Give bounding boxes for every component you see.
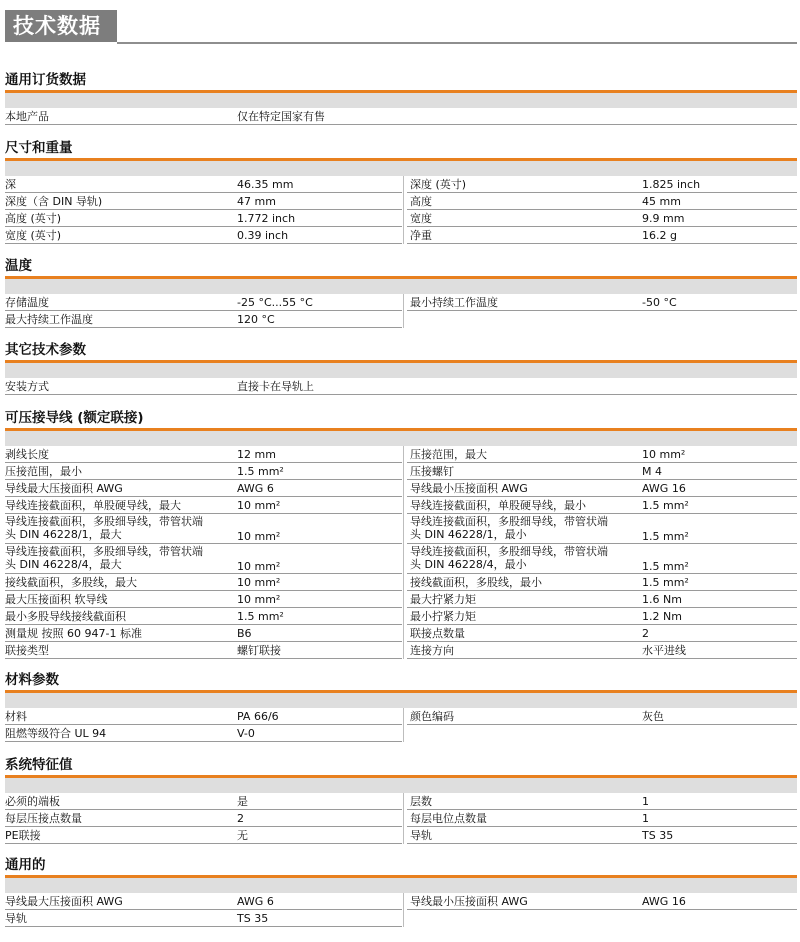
section-title: 其它技术参数 xyxy=(5,342,86,358)
table-row xyxy=(0,480,800,497)
left-value: 1.5 mm² xyxy=(237,465,284,478)
left-label: 剥线长度 xyxy=(5,448,49,461)
section-band xyxy=(5,160,797,176)
section-rule xyxy=(5,158,797,161)
left-value: 10 mm² xyxy=(237,560,281,573)
left-label: 压接范围，最小 xyxy=(5,465,82,478)
row-divider xyxy=(407,243,797,244)
column-separator xyxy=(403,827,404,844)
table-row xyxy=(0,514,800,544)
left-value: 直接卡在导轨上 xyxy=(237,380,314,393)
right-value: 2 xyxy=(642,627,649,640)
spec-section xyxy=(0,70,800,125)
section-title: 材料参数 xyxy=(5,672,59,688)
left-value: 12 mm xyxy=(237,448,276,461)
right-value: 45 mm xyxy=(642,195,681,208)
left-value: AWG 6 xyxy=(237,895,274,908)
left-value: 1.772 inch xyxy=(237,212,296,225)
section-title: 通用的 xyxy=(5,857,46,873)
left-value: AWG 6 xyxy=(237,482,274,495)
right-label: 导轨 xyxy=(410,829,432,842)
table-row xyxy=(0,446,800,463)
column-separator xyxy=(403,910,404,927)
right-label: 压接螺钉 xyxy=(410,465,454,478)
column-separator xyxy=(403,544,404,574)
table-row xyxy=(0,910,800,927)
left-label: 接线截面积，多股线，最大 xyxy=(5,576,137,589)
section-header xyxy=(0,755,800,777)
right-value: AWG 16 xyxy=(642,895,686,908)
table-row xyxy=(0,294,800,311)
column-separator xyxy=(403,294,404,311)
row-divider xyxy=(5,124,797,125)
right-label: 层数 xyxy=(410,795,432,808)
right-value: 水平进线 xyxy=(642,644,686,657)
row-divider xyxy=(5,741,402,742)
section-title: 系统特征值 xyxy=(5,757,73,773)
left-label: 深度（含 DIN 导轨) xyxy=(5,195,103,208)
left-label: 导线连接截面积，多股细导线，带管状端 头 DIN 46228/4，最大 xyxy=(5,545,203,571)
right-label: 接线截面积，多股线，最小 xyxy=(410,576,542,589)
table-row xyxy=(0,827,800,844)
right-value: 1.6 Nm xyxy=(642,593,682,606)
table-row xyxy=(0,108,800,125)
right-label: 最小持续工作温度 xyxy=(410,296,498,309)
left-value: 1.5 mm² xyxy=(237,610,284,623)
left-label: 导线最大压接面积 AWG xyxy=(5,482,123,495)
right-label: 深度 (英寸) xyxy=(410,178,467,191)
column-separator xyxy=(403,810,404,827)
row-divider xyxy=(5,327,402,328)
section-header xyxy=(0,138,800,160)
section-rule xyxy=(5,428,797,431)
table-row xyxy=(0,463,800,480)
column-separator xyxy=(403,227,404,244)
left-label: 深 xyxy=(5,178,16,191)
section-header xyxy=(0,256,800,278)
column-separator xyxy=(403,480,404,497)
right-value: 1.825 inch xyxy=(642,178,701,191)
left-label: 安装方式 xyxy=(5,380,49,393)
left-label: 导线连接截面积，单股硬导线，最大 xyxy=(5,499,181,512)
spec-section xyxy=(0,340,800,395)
section-band xyxy=(5,278,797,294)
left-value: V-0 xyxy=(237,727,255,740)
left-label: 测量规 按照 60 947-1 标准 xyxy=(5,627,142,640)
left-label: 必须的端板 xyxy=(5,795,60,808)
column-separator xyxy=(403,176,404,193)
spec-section xyxy=(0,670,800,742)
section-band xyxy=(5,430,797,446)
table-row xyxy=(0,227,800,244)
column-separator xyxy=(403,625,404,642)
left-label: 最大持续工作温度 xyxy=(5,313,93,326)
table-row xyxy=(0,574,800,591)
right-label: 联接点数量 xyxy=(410,627,465,640)
right-value: AWG 16 xyxy=(642,482,686,495)
section-band xyxy=(5,692,797,708)
row-divider xyxy=(5,843,402,844)
column-separator xyxy=(403,311,404,328)
right-value: 9.9 mm xyxy=(642,212,685,225)
right-label: 导线最小压接面积 AWG xyxy=(410,895,528,908)
table-row xyxy=(0,642,800,659)
right-value: 1.5 mm² xyxy=(642,530,689,543)
table-row xyxy=(0,311,800,328)
left-label: 阻燃等级符合 UL 94 xyxy=(5,727,107,740)
section-title: 尺寸和重量 xyxy=(5,140,73,156)
right-value: 10 mm² xyxy=(642,448,686,461)
spec-section xyxy=(0,138,800,244)
right-label: 净重 xyxy=(410,229,432,242)
section-rule xyxy=(5,360,797,363)
spec-section xyxy=(0,408,800,659)
left-label: 材料 xyxy=(5,710,27,723)
spec-section xyxy=(0,256,800,328)
left-value: TS 35 xyxy=(237,912,269,925)
left-label: 导轨 xyxy=(5,912,27,925)
left-label: 导线最大压接面积 AWG xyxy=(5,895,123,908)
section-title: 通用订货数据 xyxy=(5,72,86,88)
left-label: 最大压接面积 软导线 xyxy=(5,593,108,606)
column-separator xyxy=(403,193,404,210)
left-label: 宽度 (英寸) xyxy=(5,229,62,242)
section-band xyxy=(5,777,797,793)
left-label: 导线连接截面积，多股细导线，带管状端 头 DIN 46228/1，最大 xyxy=(5,515,203,541)
column-separator xyxy=(403,210,404,227)
section-band xyxy=(5,362,797,378)
page-header xyxy=(0,0,800,46)
right-label: 导线连接截面积，多股细导线，带管状端 头 DIN 46228/4，最小 xyxy=(410,545,608,571)
left-label: 联接类型 xyxy=(5,644,49,657)
right-label: 每层电位点数量 xyxy=(410,812,487,825)
right-label: 最大拧紧力矩 xyxy=(410,593,476,606)
left-value: 10 mm² xyxy=(237,530,281,543)
right-label: 连接方向 xyxy=(410,644,454,657)
table-row xyxy=(0,625,800,642)
right-value: TS 35 xyxy=(642,829,674,842)
section-title: 可压接导线 (额定联接) xyxy=(5,410,144,426)
right-label: 最小拧紧力矩 xyxy=(410,610,476,623)
section-header xyxy=(0,855,800,877)
spec-section xyxy=(0,755,800,844)
table-row xyxy=(0,708,800,725)
left-value: 46.35 mm xyxy=(237,178,294,191)
right-value: 灰色 xyxy=(642,710,664,723)
column-separator xyxy=(403,893,404,910)
row-divider xyxy=(5,926,402,927)
column-separator xyxy=(403,708,404,725)
column-separator xyxy=(403,725,404,742)
right-value: 1.5 mm² xyxy=(642,560,689,573)
right-label: 导线最小压接面积 AWG xyxy=(410,482,528,495)
left-value: 120 °C xyxy=(237,313,275,326)
row-divider xyxy=(5,243,402,244)
left-label: 每层压接点数量 xyxy=(5,812,82,825)
table-row xyxy=(0,725,800,742)
right-value: 16.2 g xyxy=(642,229,677,242)
left-value: 10 mm² xyxy=(237,576,281,589)
spec-section xyxy=(0,855,800,927)
right-value: 1 xyxy=(642,812,649,825)
left-value: 无 xyxy=(237,829,248,842)
left-value: 10 mm² xyxy=(237,499,281,512)
column-separator xyxy=(403,497,404,514)
table-row xyxy=(0,608,800,625)
column-separator xyxy=(403,574,404,591)
right-label: 导线连接截面积，多股细导线，带管状端 头 DIN 46228/1，最小 xyxy=(410,515,608,541)
column-separator xyxy=(403,514,404,544)
left-value: B6 xyxy=(237,627,252,640)
column-separator xyxy=(403,608,404,625)
left-value: 47 mm xyxy=(237,195,276,208)
left-label: PE联接 xyxy=(5,829,41,842)
section-band xyxy=(5,877,797,893)
right-value: -50 °C xyxy=(642,296,677,309)
row-divider xyxy=(5,658,402,659)
column-separator xyxy=(403,793,404,810)
right-value: 1.5 mm² xyxy=(642,576,689,589)
table-row xyxy=(0,544,800,574)
table-row xyxy=(0,176,800,193)
right-label: 高度 xyxy=(410,195,432,208)
right-value: 1.5 mm² xyxy=(642,499,689,512)
section-band xyxy=(5,92,797,108)
left-label: 高度 (英寸) xyxy=(5,212,62,225)
section-title: 温度 xyxy=(5,258,32,274)
right-value: 1 xyxy=(642,795,649,808)
right-label: 颜色编码 xyxy=(410,710,454,723)
section-rule xyxy=(5,90,797,93)
right-label: 压接范围，最大 xyxy=(410,448,487,461)
column-separator xyxy=(403,463,404,480)
section-header xyxy=(0,340,800,362)
column-separator xyxy=(403,642,404,659)
section-header xyxy=(0,408,800,430)
page-title: 技术数据 xyxy=(5,10,117,42)
left-label: 本地产品 xyxy=(5,110,49,123)
column-separator xyxy=(403,591,404,608)
table-row xyxy=(0,210,800,227)
left-value: 是 xyxy=(237,795,248,808)
section-header xyxy=(0,70,800,92)
right-label: 导线连接截面积，单股硬导线，最小 xyxy=(410,499,586,512)
left-value: 2 xyxy=(237,812,244,825)
left-value: PA 66/6 xyxy=(237,710,279,723)
right-label: 宽度 xyxy=(410,212,432,225)
section-rule xyxy=(5,775,797,778)
row-divider xyxy=(407,658,797,659)
table-row xyxy=(0,497,800,514)
table-row xyxy=(0,591,800,608)
left-value: 0.39 inch xyxy=(237,229,289,242)
left-value: 10 mm² xyxy=(237,593,281,606)
row-divider xyxy=(5,394,797,395)
left-value: -25 °C...55 °C xyxy=(237,296,313,309)
section-rule xyxy=(5,276,797,279)
right-value: M 4 xyxy=(642,465,662,478)
left-value: 螺钉联接 xyxy=(237,644,281,657)
table-row xyxy=(0,193,800,210)
section-header xyxy=(0,670,800,692)
left-label: 最小多股导线接线截面积 xyxy=(5,610,126,623)
left-label: 存储温度 xyxy=(5,296,49,309)
right-value: 1.2 Nm xyxy=(642,610,682,623)
row-divider xyxy=(407,843,797,844)
table-row xyxy=(0,793,800,810)
left-value: 仅在特定国家有售 xyxy=(237,110,325,123)
table-row xyxy=(0,893,800,910)
title-rule xyxy=(117,42,797,44)
section-rule xyxy=(5,875,797,878)
table-row xyxy=(0,378,800,395)
column-separator xyxy=(403,446,404,463)
section-rule xyxy=(5,690,797,693)
table-row xyxy=(0,810,800,827)
